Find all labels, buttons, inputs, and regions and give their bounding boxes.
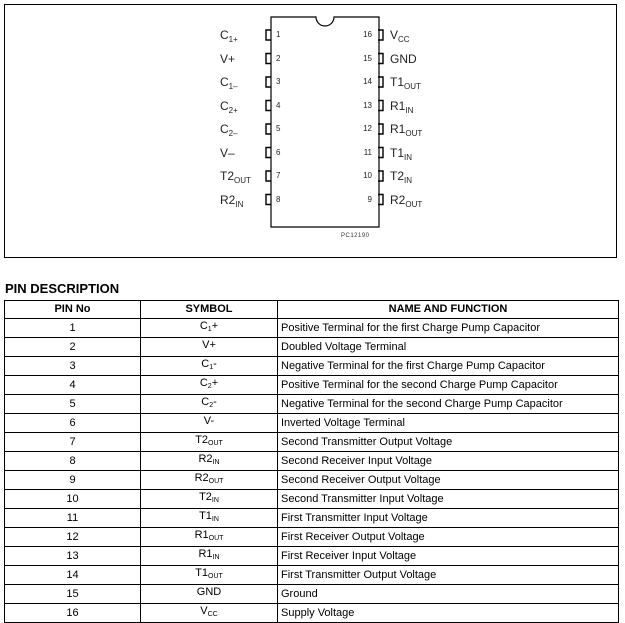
symbol-main: V+	[202, 339, 216, 351]
function-cell: Second Transmitter Output Voltage	[278, 433, 619, 452]
table-row	[5, 604, 619, 623]
pin-label	[220, 146, 235, 165]
symbol-cell	[141, 376, 278, 395]
symbol-cell	[141, 319, 278, 338]
pin-number-cell: 9	[5, 471, 141, 490]
pin-label	[390, 28, 410, 47]
function-cell: Second Transmitter Input Voltage	[278, 490, 619, 509]
symbol-subscript: CC	[207, 611, 218, 618]
ic-package-body	[271, 17, 379, 227]
pin-label-main: V	[390, 28, 399, 42]
pin-label	[390, 52, 417, 71]
pin-label-main: R2	[220, 192, 236, 207]
symbol-cell	[141, 357, 278, 376]
pin-label-main: C	[220, 122, 229, 136]
pin-number: 11	[363, 147, 372, 157]
function-cell: Negative Terminal for the second Charge Pump Capacitor	[278, 395, 619, 414]
pin-number-cell: 2	[5, 338, 141, 357]
table-row	[5, 585, 619, 604]
pin-label-subscript: OUT	[234, 176, 251, 185]
symbol-main: GND	[196, 586, 222, 598]
symbol-main: C	[201, 358, 210, 370]
pin-label	[390, 169, 412, 188]
header-pin-no: PIN No	[5, 301, 141, 319]
pin-number-cell: 15	[5, 585, 141, 604]
symbol-suffix: -	[213, 358, 217, 370]
symbol-main: C	[201, 396, 210, 408]
symbol-cell	[141, 338, 278, 357]
symbol-subscript: 2	[207, 383, 212, 390]
section-title: PIN DESCRIPTION	[5, 281, 120, 296]
symbol-cell	[141, 452, 278, 471]
pin-number: 16	[363, 30, 372, 39]
symbol-suffix: -	[213, 396, 217, 408]
symbol-subscript: 1	[209, 364, 214, 371]
symbol-suffix: +	[211, 377, 219, 389]
function-cell: Second Receiver Input Voltage	[278, 452, 619, 471]
header-symbol: SYMBOL	[141, 301, 278, 319]
symbol-cell	[141, 566, 278, 585]
symbol-suffix: +	[211, 320, 219, 332]
function-cell: First Receiver Output Voltage	[278, 528, 619, 547]
pin-number-cell: 8	[5, 452, 141, 471]
symbol-subscript: 1	[207, 326, 212, 333]
symbol-subscript: IN	[211, 497, 219, 504]
symbol-cell	[141, 585, 278, 604]
symbol-main: R1	[194, 529, 209, 541]
table-row	[5, 471, 619, 490]
function-cell: Inverted Voltage Terminal	[278, 414, 619, 433]
table-row	[5, 509, 619, 528]
pin-label-main: R1	[390, 122, 406, 136]
pin-label	[390, 99, 413, 118]
pin-label	[220, 99, 238, 118]
symbol-cell	[141, 414, 278, 433]
pin-label-main: GND	[390, 51, 417, 66]
pin-number: 6	[276, 147, 281, 157]
pin-bracket	[266, 171, 271, 181]
pin-label	[220, 28, 238, 47]
function-cell: Positive Terminal for the second Charge Pump Capacitor	[278, 376, 619, 395]
pin-number: 13	[363, 100, 372, 110]
pin-number-cell: 11	[5, 509, 141, 528]
pin-label-subscript: 2+	[228, 105, 238, 115]
symbol-cell	[141, 528, 278, 547]
ic-package-diagram	[5, 5, 616, 257]
symbol-main: V	[200, 605, 208, 617]
pin-label-main: R2	[390, 192, 406, 207]
pin-bracket	[266, 101, 271, 111]
pin-label-main: T1	[390, 145, 405, 160]
table-row	[5, 547, 619, 566]
pin-number: 1	[276, 30, 281, 39]
pin-label-subscript: IN	[405, 105, 414, 115]
symbol-cell	[141, 547, 278, 566]
table-row	[5, 433, 619, 452]
function-cell: Negative Terminal for the first Charge Pump Capacitor	[278, 357, 619, 376]
table-row	[5, 395, 619, 414]
pin-number-cell: 7	[5, 433, 141, 452]
pin-number: 9	[367, 194, 372, 204]
pin-number-cell: 5	[5, 395, 141, 414]
pin-number-cell: 3	[5, 357, 141, 376]
pin-label-main: R1	[390, 98, 406, 113]
pin-number: 2	[276, 53, 281, 63]
table-row	[5, 452, 619, 471]
pin-label-main: C	[220, 28, 229, 42]
package-code: PC12190	[341, 233, 370, 239]
symbol-subscript: OUT	[208, 478, 224, 485]
symbol-main: V-	[203, 415, 215, 427]
function-cell: First Receiver Input Voltage	[278, 547, 619, 566]
pin-number: 5	[276, 124, 281, 133]
symbol-main: C	[199, 320, 208, 332]
pin-label-main: T2	[390, 169, 405, 183]
pin-label-main: T2	[220, 169, 235, 183]
table-row	[5, 566, 619, 585]
table-row	[5, 338, 619, 357]
pin-label-subscript: IN	[404, 152, 413, 162]
pin-label-main: T1	[390, 75, 405, 89]
pin-label-main: V–	[220, 145, 235, 160]
pin-number-cell: 10	[5, 490, 141, 509]
pin-bracket	[266, 77, 271, 87]
symbol-subscript: OUT	[208, 440, 223, 447]
pinout-diagram-frame	[4, 4, 617, 258]
pin-number-cell: 4	[5, 376, 141, 395]
pin-label-subscript: 1+	[228, 35, 238, 44]
function-cell: Second Receiver Output Voltage	[278, 471, 619, 490]
symbol-cell	[141, 509, 278, 528]
pin-bracket	[266, 30, 271, 40]
pin-label-main: V+	[220, 51, 236, 66]
pin-label	[390, 122, 422, 141]
pin-number-cell: 13	[5, 547, 141, 566]
pin-bracket	[266, 54, 271, 64]
pin-label	[390, 193, 422, 212]
symbol-main: R1	[198, 548, 213, 560]
table-header-row	[5, 301, 619, 319]
symbol-main: T1	[199, 510, 212, 522]
symbol-subscript: IN	[212, 554, 220, 561]
function-cell: Supply Voltage	[278, 604, 619, 623]
pin-number-cell: 6	[5, 414, 141, 433]
function-cell: Doubled Voltage Terminal	[278, 338, 619, 357]
pin-number: 8	[276, 194, 281, 204]
pin-number: 10	[363, 171, 372, 180]
pin-label-subscript: IN	[404, 176, 413, 185]
symbol-cell	[141, 471, 278, 490]
pin-number-cell: 14	[5, 566, 141, 585]
pin-number: 3	[276, 77, 281, 86]
pin-label-subscript: CC	[398, 35, 410, 44]
function-cell: Positive Terminal for the first Charge Pump Capacitor	[278, 319, 619, 338]
table-row	[5, 414, 619, 433]
pin-bracket	[266, 195, 271, 205]
pin-label	[220, 52, 235, 71]
pin-number-cell: 1	[5, 319, 141, 338]
symbol-subscript: IN	[212, 459, 220, 466]
header-name-function: NAME AND FUNCTION	[278, 301, 619, 319]
pin-bracket	[266, 124, 271, 134]
symbol-main: R2	[194, 472, 209, 484]
table-row	[5, 319, 619, 338]
table-row	[5, 357, 619, 376]
function-cell: First Transmitter Output Voltage	[278, 566, 619, 585]
table-row	[5, 490, 619, 509]
symbol-main: C	[199, 377, 208, 389]
pin-label-subscript: 1–	[228, 82, 238, 91]
table-row	[5, 376, 619, 395]
symbol-subscript: IN	[211, 516, 219, 523]
symbol-cell	[141, 433, 278, 452]
symbol-subscript: OUT	[208, 535, 224, 542]
pin-number: 4	[276, 100, 281, 110]
pin-label-subscript: 2–	[228, 129, 238, 138]
pin-number: 7	[276, 171, 281, 180]
pin-label	[220, 75, 238, 94]
pin-label-main: C	[220, 75, 229, 89]
function-cell: First Transmitter Input Voltage	[278, 509, 619, 528]
symbol-main: T2	[195, 434, 209, 446]
symbol-main: R2	[198, 453, 213, 465]
symbol-subscript: OUT	[208, 573, 223, 580]
symbol-main: T1	[195, 567, 209, 579]
symbol-subscript: 2	[209, 402, 214, 409]
pin-number: 12	[363, 124, 372, 133]
pin-label-main: C	[220, 98, 229, 113]
symbol-cell	[141, 490, 278, 509]
symbol-cell	[141, 604, 278, 623]
pin-number: 15	[363, 53, 372, 63]
pin-label	[390, 75, 421, 94]
pin-label	[220, 169, 251, 188]
symbol-main: T2	[199, 491, 212, 503]
pin-number-cell: 16	[5, 604, 141, 623]
pin-label-subscript: OUT	[404, 82, 421, 91]
symbol-cell	[141, 395, 278, 414]
pin-description-table	[4, 300, 619, 623]
pin-label	[220, 122, 238, 141]
pin-label	[390, 146, 412, 165]
pin-number-cell: 12	[5, 528, 141, 547]
pin-number: 14	[363, 77, 372, 86]
pin-label-subscript: OUT	[405, 129, 423, 138]
pin-label	[220, 193, 243, 212]
table-row	[5, 528, 619, 547]
pin-label-subscript: OUT	[405, 199, 423, 209]
pin-bracket	[266, 148, 271, 158]
pin-label-subscript: IN	[235, 199, 244, 209]
function-cell: Ground	[278, 585, 619, 604]
